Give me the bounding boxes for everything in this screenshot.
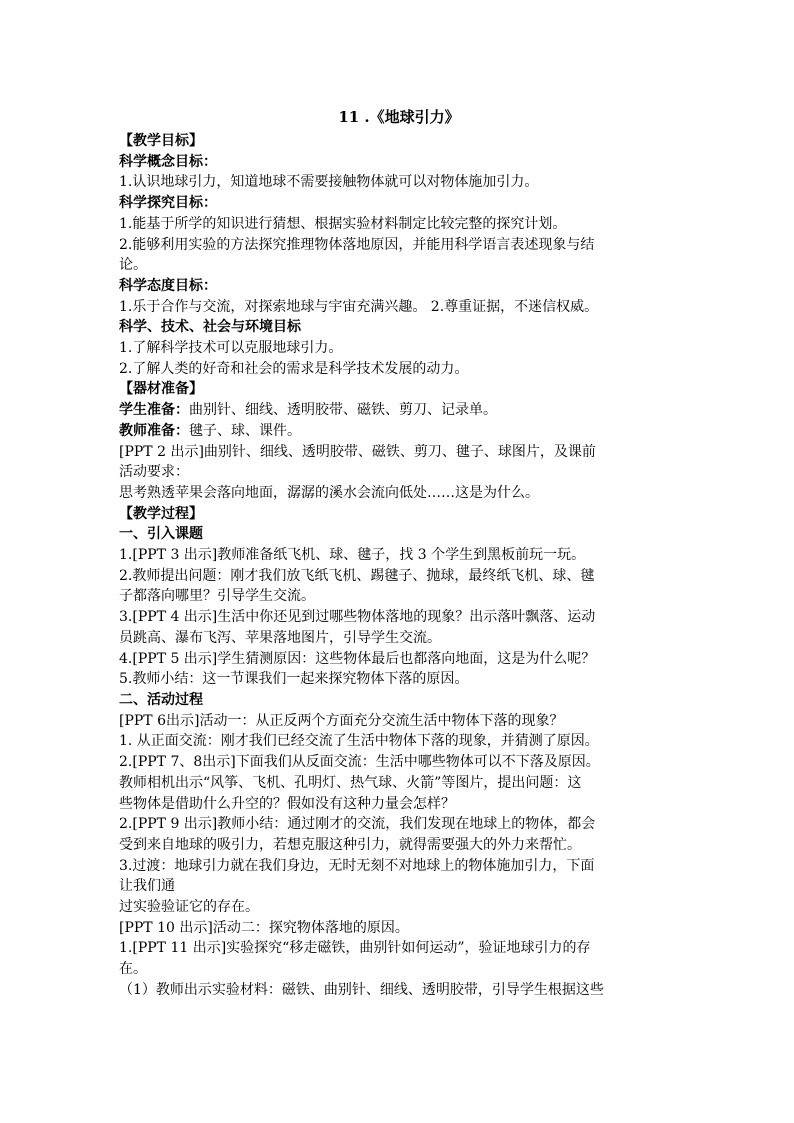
- body-text-line: 5.教师小结：这一节课我们一起来探究物体下落的原因。: [119, 671, 469, 688]
- body-text-line: 在。: [119, 961, 147, 978]
- body-text-line: 让我们通: [119, 878, 175, 895]
- section-heading: 【教学过程】: [119, 505, 203, 522]
- body-text-line: 活动要求：: [119, 464, 189, 481]
- body-text-line: 1. 从正面交流：刚才我们已经交流了生活中物体下落的现象，并猜测了原因。: [119, 733, 599, 750]
- body-text-line: 2.[PPT 9 出示]教师小结：通过刚才的交流，我们发现在地球上的物体，都会: [119, 816, 596, 833]
- section-heading: 科学、技术、社会与环境目标: [119, 319, 301, 336]
- body-text-line: 4.[PPT 5 出示]学生猜测原因：这些物体最后也都落向地面，这是为什么呢？: [119, 650, 596, 667]
- body-text-line: 1.认识地球引力，知道地球不需要接触物体就可以对物体施加引力。: [119, 174, 539, 191]
- labeled-line: [119, 421, 679, 442]
- body-text-line: 2.[PPT 7、8出示]下面我们从反面交流：生活中哪些物体可以不下落及原因。: [119, 754, 600, 771]
- line-text: 曲别针、细线、透明胶带、磁铁、剪刀、记录单。: [189, 402, 497, 419]
- line-label: 教师准备：: [119, 422, 189, 439]
- body-text-line: 1.[PPT 3 出示]教师准备纸飞机、球、毽子，找 3 个学生到黑板前玩一玩。: [119, 547, 586, 564]
- body-text-line: 1.能基于所学的知识进行猜想、根据实验材料制定比较完整的探究计划。: [119, 215, 567, 232]
- document-body: [119, 131, 679, 1001]
- body-text-line: 1.了解科学技术可以克服地球引力。: [119, 340, 343, 357]
- line-text: 毽子、球、课件。: [189, 422, 301, 439]
- body-text-line: 2.了解人类的好奇和社会的需求是科学技术发展的动力。: [119, 360, 469, 377]
- section-heading: 二、活动过程: [119, 691, 203, 708]
- body-text-line: 教师相机出示“风筝、飞机、孔明灯、热气球、火箭”等图片，提出问题：这: [119, 774, 582, 791]
- document-title: 11 .《地球引力》: [338, 108, 460, 126]
- section-heading: 科学态度目标：: [119, 277, 217, 294]
- section-heading: 科学探究目标：: [119, 195, 217, 212]
- line-label: 学生准备：: [119, 402, 189, 419]
- body-text-line: 论。: [119, 257, 147, 274]
- body-text-line: [PPT 2 出示]曲别针、细线、透明胶带、磁铁、剪刀、毽子、球图片，及课前: [119, 443, 596, 460]
- section-heading: 一、引入课题: [119, 526, 203, 543]
- body-text-line: 过实验验证它的存在。: [119, 899, 259, 916]
- body-text-line: 员跳高、瀑布飞泻、苹果落地图片，引导学生交流。: [119, 629, 441, 646]
- body-text-line: 3.过渡：地球引力就在我们身边，无时无刻不对地球上的物体施加引力，下面: [119, 857, 595, 874]
- body-text-line: 2.能够利用实验的方法探究推理物体落地原因，并能用科学语言表述现象与结: [119, 236, 595, 253]
- labeled-line: [119, 400, 679, 421]
- body-text-line: （1）教师出示实验材料：磁铁、曲别针、细线、透明胶带，引导学生根据这些: [119, 981, 604, 998]
- body-text-line: 思考熟透苹果会落向地面，潺潺的溪水会流向低处……这是为什么。: [119, 484, 539, 501]
- document-page: [119, 104, 679, 1001]
- body-text-line: 些物体是借助什么升空的？假如没有这种力量会怎样？: [119, 795, 455, 812]
- body-text-line: 1.乐于合作与交流，对探索地球与宇宙充满兴趣。 2.尊重证据，不迷信权威。: [119, 298, 599, 315]
- body-text-line: 1.[PPT 11 出示]实验探究“移走磁铁，曲别针如何运动”，验证地球引力的存: [119, 940, 591, 957]
- body-text-line: 子都落向哪里？引导学生交流。: [119, 588, 315, 605]
- section-heading: 【器材准备】: [119, 381, 203, 398]
- body-text-line: 受到来自地球的吸引力，若想克服这种引力，就得需要强大的外力来帮忙。: [119, 836, 581, 853]
- body-text-line: 2.教师提出问题：刚才我们放飞纸飞机、踢毽子、抛球，最终纸飞机、球、毽: [119, 567, 595, 584]
- section-heading: 科学概念目标：: [119, 153, 217, 170]
- section-heading: 【教学目标】: [119, 133, 203, 149]
- body-text-line: [PPT 6出示]活动一：从正反两个方面充分交流生活中物体下落的现象？: [119, 712, 564, 729]
- body-text-line: 3.[PPT 4 出示]生活中你还见到过哪些物体落地的现象？出示落叶飘落、运动: [119, 609, 596, 626]
- body-text-line: [PPT 10 出示]活动二：探究物体落地的原因。: [119, 919, 409, 936]
